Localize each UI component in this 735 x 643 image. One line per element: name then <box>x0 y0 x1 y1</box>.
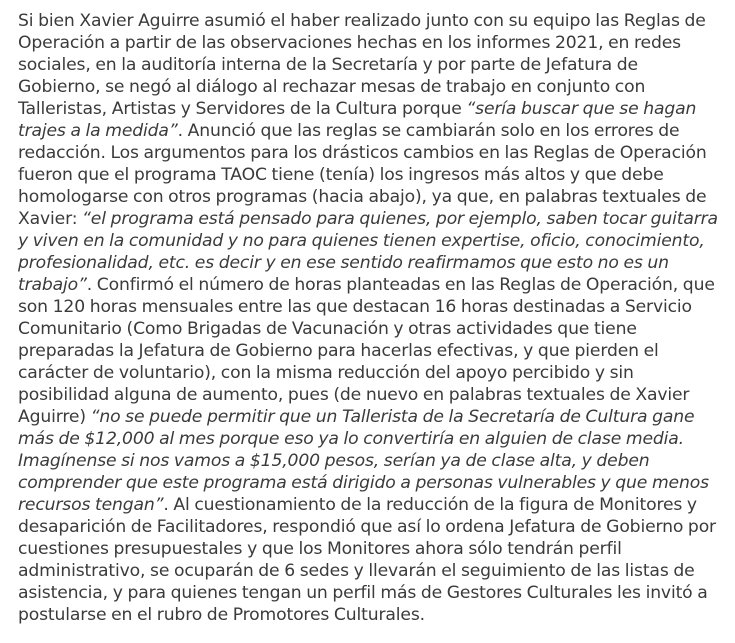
article-paragraph <box>18 10 721 626</box>
paragraph-text-segment: . Confirmó el número de horas planteadas en las Reglas de Operación, que son 120 horas mensuales entre las que destacan 16 horas destinadas a Servicio Comunitario (Como Brigadas de Vacunación y otras actividades que tiene preparadas la Jefatura de Gobierno para hacerlas efectivas, y que pierden el carácter de voluntario), con la misma reducción del apoyo percibido y sin posibilidad alguna de aumento, pues (de nuevo en palabras textuales de Xavier Aguirre) <box>18 275 715 427</box>
quote-programa-pensado: “el programa está pensado para quienes, por ejemplo, saben tocar guitarra y viven en la comunidad y no para quienes tienen expertise, oficio, conocimiento, profesionalidad, etc. es decir y en ese sentido reafirmamos que esto no es un trabajo” <box>18 209 718 295</box>
quote-trajes-a-la-medida: “sería buscar que se hagan trajes a la medida” <box>18 99 697 141</box>
quote-tallerista-clase-media: “no se puede permitir que un Tallerista de la Secretaría de Cultura gane más de $12,000 al mes porque eso ya lo convertiría en alguien de clase media. Imagínense si nos vamos a $15,000 pesos, serían ya de clase alta, y deben comprender que este programa está dirigido a personas vulnerables y que menos recursos tengan” <box>18 407 709 515</box>
paragraph-text-segment: . Al cuestionamiento de la reducción de la figura de Monitores y desaparición de Facilitadores, respondió que así lo ordena Jefatura de Gobierno por cuestiones presupuestales y que los Monitores ahora sólo tendrán perfil administrativo, se ocuparán de 6 sedes y llevarán el seguimiento de las listas de asistencia, y para quienes tengan un perfil más de Gestores Culturales les invitó a postularse en el rubro de Promotores Culturales. <box>18 495 716 625</box>
paragraph-text-segment: . Anunció que las reglas se cambiarán solo en los errores de redacción. Los argumentos para los drásticos cambios en las Reglas de Operación fueron que el programa TAOC tiene (tenía) los ingresos más altos y que debe homologarse con otros programas (hacia abajo), ya que, en palabras textuales de Xavier: <box>18 121 707 229</box>
paragraph-text-segment: Si bien Xavier Aguirre asumió el haber realizado junto con su equipo las Reglas de Operación a partir de las observaciones hechas en los informes 2021, en redes sociales, en la auditoría interna de la Secretaría y por parte de Jefatura de Gobierno, se negó al diálogo al rechazar mesas de trabajo en conjunto con Talleristas, Artistas y Servidores de la Cultura porque <box>18 11 706 119</box>
